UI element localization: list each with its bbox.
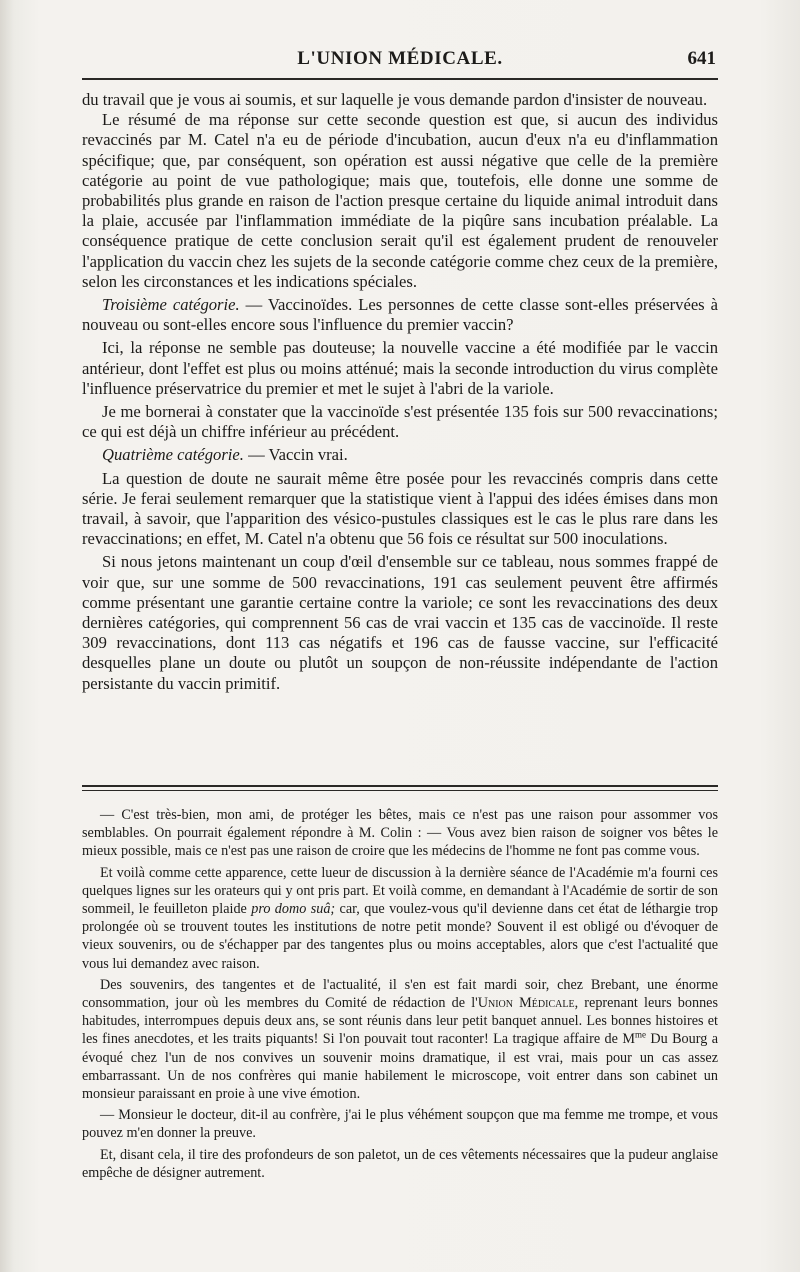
paragraph: Le résumé de ma réponse sur cette seconde question est que, si aucun des individus revaccinés par M. Catel n'a eu de période d'incubation, aucun d'eux n'a eu d'inflammation spécifique; que, par conséquent, son opération est aussi négative que celle de la première catégorie au point de vue pathologique; mais que, toutefois, elle donne une somme de probabilités plus grande en raison de l'action presque certaine du liquide animal introduit dans la plaie, accusée par l'inflammation immédiate de la piqûre sans incubation préalable. La conséquence pratique de cette conclusion serait qu'il est également prudent de renouveler l'application du vaccin chez les sujets de la seconde catégorie comme chez ceux de la première, selon les circonstances et les indications spéciales. xyxy=(82,110,718,291)
article-body xyxy=(82,90,718,694)
feuilleton xyxy=(82,806,718,1185)
feuilleton-paragraph xyxy=(82,864,718,973)
latin-phrase: pro domo suâ; xyxy=(251,901,336,918)
text-run: , reprenant leurs bonnes habitudes, interrompues depuis deux ans, se sont réunis dans leur petit banquet annuel. Les bonnes histoires et les fines anecdotes, et les traits piquants! Si l'on pouvait tout raconter! La tragique affaire de M xyxy=(82,995,718,1048)
page-header xyxy=(82,44,718,74)
text-run: Des souvenirs, des tangentes et de l'actualité, il s'en est fait mardi soir, chez Brebant, une énorme consommation, jour où les membres du Comité de rédaction de l' xyxy=(82,976,718,1012)
paragraph-text: — Vaccin vrai. xyxy=(243,445,348,465)
paragraph: Si nous jetons maintenant un coup d'œil d'ensemble sur ce tableau, nous sommes frappé de voir que, sur une somme de 500 revaccinations, 191 cas seulement peuvent être affirmés comme présentant une garantie certaine contre la variole; ce sont les revaccinations des deux dernières catégories, qui comprennent 56 cas de vrai vaccin et 135 cas de vaccinoïde. Il reste 309 revaccinations, dont 113 cas négatifs et 196 cas de fausse vaccine, sur l'efficacité desquelles plane un doute ou plutôt un soupçon de non-réussite indépendante de l'action persistante du vaccin primitif. xyxy=(82,552,718,693)
feuilleton-paragraph: Et, disant cela, il tire des profondeurs de son paletot, un de ces vêtements nécessaires que la pudeur anglaise empêche de désigner autrement. xyxy=(82,1146,718,1181)
paragraph: Ici, la réponse ne semble pas douteuse; la nouvelle vaccine a été modifiée par le vaccin antérieur, dont l'effet est plus ou moins atténué; mais la seconde introduction du virus complète l'influence préservatrice du premier et met le sujet à l'abri de la variole. xyxy=(82,338,718,398)
text-run: Du Bourg a évoqué chez l'un de nos convives un souvenir moins dramatique, il est vrai, mais pour un cas assez embarrassant. Un de nos confrères qui manie habilement le microscope, voit entrer dans son cabinet un monsieur paraissant en proie à une vive émotion. xyxy=(82,1031,718,1103)
feuilleton-paragraph: — Monsieur le docteur, dit-il au confrère, j'ai le plus véhément soupçon que ma femme me trompe, et vous pouvez m'en donner la preuve. xyxy=(82,1107,718,1142)
text-run: car, que voulez-vous qu'il devienne dans cet état de léthargie trop prolongée où se trouvent toutes les institutions de notre petit monde? Souvent il est obligé ou d'évoquer de vieux souvenirs, ou de s'échapper par des tangentes plus ou moins acceptables, alors que c'est l'actualité que vous lui demandez avec raison. xyxy=(82,901,718,972)
feuilleton-paragraph xyxy=(82,976,718,1103)
running-head: L'UNION MÉDICALE. xyxy=(297,48,503,69)
text-run: Et voilà comme cette apparence, cette lueur de discussion à la dernière séance de l'Académie m'a fourni ces quelques lignes sur les orateurs qui y ont pris part. Et voilà comme, en demandant à l'Académie de sortir de son sommeil, le feuilleton plaide xyxy=(82,864,718,918)
paragraph: La question de doute ne saurait même être posée pour les revaccinés compris dans cette série. Je ferai seulement remarquer que la statistique vient à l'appui des idées émises dans mon travail, à savoir, que l'apparition des vésico-pustules classiques est le cas le plus rare dans les revaccinations; en effet, M. Catel n'a obtenu que 56 fois ce résultat sur 500 inoculations. xyxy=(82,468,718,549)
paragraph xyxy=(82,445,718,465)
paragraph xyxy=(82,295,718,335)
paragraph-text: — Vaccinoïdes. Les personnes de cette classe sont-elles préservées à nouveau ou sont-elles encore sous l'influence du premier vaccin? xyxy=(82,295,718,335)
page-number: 641 xyxy=(687,48,716,69)
superscript: me xyxy=(634,1029,646,1040)
feuilleton-separator xyxy=(82,785,718,791)
feuilleton-paragraph: — C'est très-bien, mon ami, de protéger les bêtes, mais ce n'est pas une raison pour assommer vos semblables. On pourrait également répondre à M. Colin : — Vous avez bien raison de soigner vos bêtes le mieux possible, mais ce n'est pas une raison de croire que les médecins de l'homme ne font pas comme vous. xyxy=(82,807,718,860)
journal-name: Union Médicale xyxy=(477,995,575,1012)
category-heading: Troisième catégorie. xyxy=(102,295,240,315)
category-heading: Quatrième catégorie. xyxy=(102,445,244,465)
header-rule xyxy=(82,78,718,80)
paragraph: du travail que je vous ai soumis, et sur laquelle je vous demande pardon d'insister de nouveau. xyxy=(82,90,708,109)
paragraph: Je me bornerai à constater que la vaccinoïde s'est présentée 135 fois sur 500 revaccinations; ce qui est déjà un chiffre inférieur au précédent. xyxy=(82,402,718,442)
